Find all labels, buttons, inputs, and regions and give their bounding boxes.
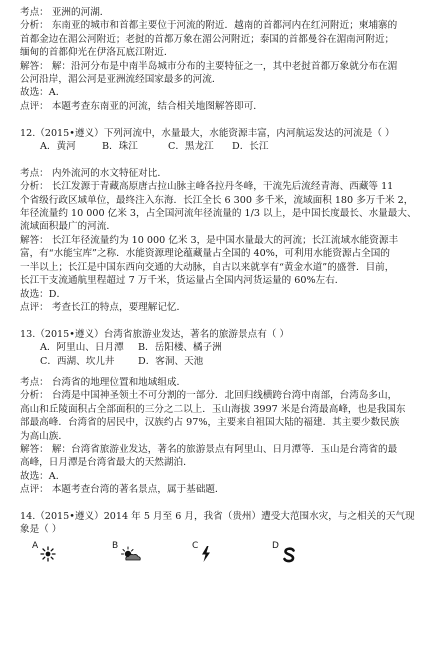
- option-c: C．黑龙江: [168, 141, 214, 153]
- sun-icon: [40, 546, 56, 562]
- jieda-line: 公河沿岸，湄公河是亚洲流经国家最多的河流．: [20, 74, 222, 86]
- option-a: A．黄河: [40, 141, 76, 153]
- jieda-line: 解答： 长江年径流量约为 10 000 亿米 3，是中国水量最大的河流；长江流域水能资源丰: [20, 234, 399, 246]
- option-row: [20, 341, 412, 354]
- dianping-line: 点评： 本题考查东南亚的河流，结合相关地图解答即可．: [20, 100, 263, 112]
- kaodian-line: 考点： 亚洲的河湖．: [20, 7, 110, 18]
- option-b: B．岳阳楼、橘子洲: [138, 342, 222, 354]
- q11-explanation: [20, 6, 412, 113]
- answer-line: 故选：D．: [20, 288, 67, 300]
- lightning-icon: [200, 546, 212, 562]
- question-12: [20, 127, 417, 315]
- fenxi-line: 分析： 东南亚的城市和首都主要位于河流的附近．越南的首都河内在红河附近；柬埔寨的: [20, 20, 398, 32]
- cloudy-sun-icon: [120, 546, 142, 562]
- jieda-line: 长江干支流通航里程超过 7 万千米，货运量占全国内河货运量的 60%左右．: [20, 275, 345, 287]
- question-stem: 12.（2015•遵义）下列河流中，水量最大，水能资源丰富，内河航运发达的河流是（ ）: [20, 127, 395, 139]
- fenxi-line: 部最高峰．台湾省的居民中，汉族约占 97%，主要来自祖国大陆的福建．其主要少数民族: [20, 417, 400, 429]
- question-14: [20, 510, 415, 570]
- option-d: D．客洞、天池: [138, 355, 204, 367]
- fenxi-line: 为高山族．: [20, 430, 68, 442]
- question-13: [20, 328, 412, 497]
- option-c: [192, 540, 272, 562]
- fenxi-line: 分析： 台湾是中国神圣领土不可分割的一部分．北回归线横跨台湾中南部，台湾岛多山，: [20, 390, 398, 402]
- answer-line: 故选：A．: [20, 87, 66, 99]
- kaodian-line: 考点： 内外流河的水文特征对比．: [20, 167, 167, 179]
- option-list: [20, 140, 412, 153]
- sandstorm-icon: [281, 546, 297, 564]
- answer-line: 故选：A．: [20, 470, 66, 482]
- jieda-line: 一半以上；长江是中国东西向交通的大动脉，自古以来就享有“黄金水道”的盛誉．目前，: [20, 261, 395, 273]
- kaodian-line: 考点： 台湾省的地理位置和地域组成．: [20, 376, 187, 388]
- question-stem: 14.（2015•遵义）2014 年 5 月至 6 月，我省（贵州）遭受大范围水灾，与之相关的天气现: [20, 510, 415, 522]
- question-stem: 13.（2015•遵义）台湾省旅游业发达，著名的旅游景点有（ ）: [20, 328, 290, 340]
- jieda-line: 解答： 解：沿河分布是中南半岛城市分布的主要特征之一，其中老挝首都万象就分布在湄: [20, 60, 398, 72]
- fenxi-line: 年径流量约 10 000 亿米 3，占全国河流年径流量的 1/3 以上，是中国长度最长、水量最大、: [20, 208, 417, 220]
- option-label: A: [32, 540, 39, 551]
- document-page: [20, 6, 417, 570]
- weather-options: [20, 540, 412, 570]
- option-b: [112, 540, 192, 562]
- option-b: B．珠江: [102, 141, 138, 153]
- jieda-line: 富，有“水能宝库”之称．水能资源理论蕴藏量占全国的 40%，可利用水能资源占全国的: [20, 248, 390, 260]
- option-label: C: [192, 540, 199, 551]
- jieda-line: 解答： 解：台湾省旅游业发达，著名的旅游景点有阿里山、日月潭等．玉山是台湾省的最: [20, 443, 398, 455]
- question-stem: 象是（ ）: [20, 524, 62, 536]
- option-label: B: [112, 540, 119, 551]
- fenxi-line: 缅甸的首都仰光在伊洛瓦底江附近．: [20, 47, 174, 59]
- option-a: A．阿里山、日月潭: [40, 342, 124, 354]
- fenxi-line: 流域面积最广的河流．: [20, 221, 116, 233]
- dianping-line: 点评： 考查长江的特点，要理解记忆．: [20, 301, 187, 313]
- fenxi-line: 个省级行政区域单位，最终注入东海．长江全长 6 300 多千米，流域面积 180 多万千米 2，: [20, 194, 414, 206]
- option-d: D．长江: [232, 141, 269, 153]
- dianping-line: 点评： 本题考查台湾的著名景点，属于基础题．: [20, 484, 225, 496]
- option-a: [32, 540, 112, 562]
- option-d: [272, 540, 352, 564]
- fenxi-line: 首都金边在湄公河附近；老挝的首都万象在湄公河附近；泰国的首都曼谷在湄南河附近；: [20, 33, 395, 45]
- fenxi-line: 高山和丘陵面积占全部面积的三分之二以上．玉山海拔 3997 米是台湾最高峰，也是我国东: [20, 403, 406, 415]
- option-row: [20, 355, 412, 368]
- jieda-line: 高峰，日月潭是台湾省最大的天然湖泊．: [20, 457, 193, 469]
- option-c: C．西湖、坎儿井: [40, 355, 115, 367]
- fenxi-line: 分析： 长江发源于青藏高原唐古拉山脉主峰各拉丹冬峰，干流先后流经青海、西藏等 11: [20, 181, 394, 193]
- option-label: D: [272, 540, 279, 551]
